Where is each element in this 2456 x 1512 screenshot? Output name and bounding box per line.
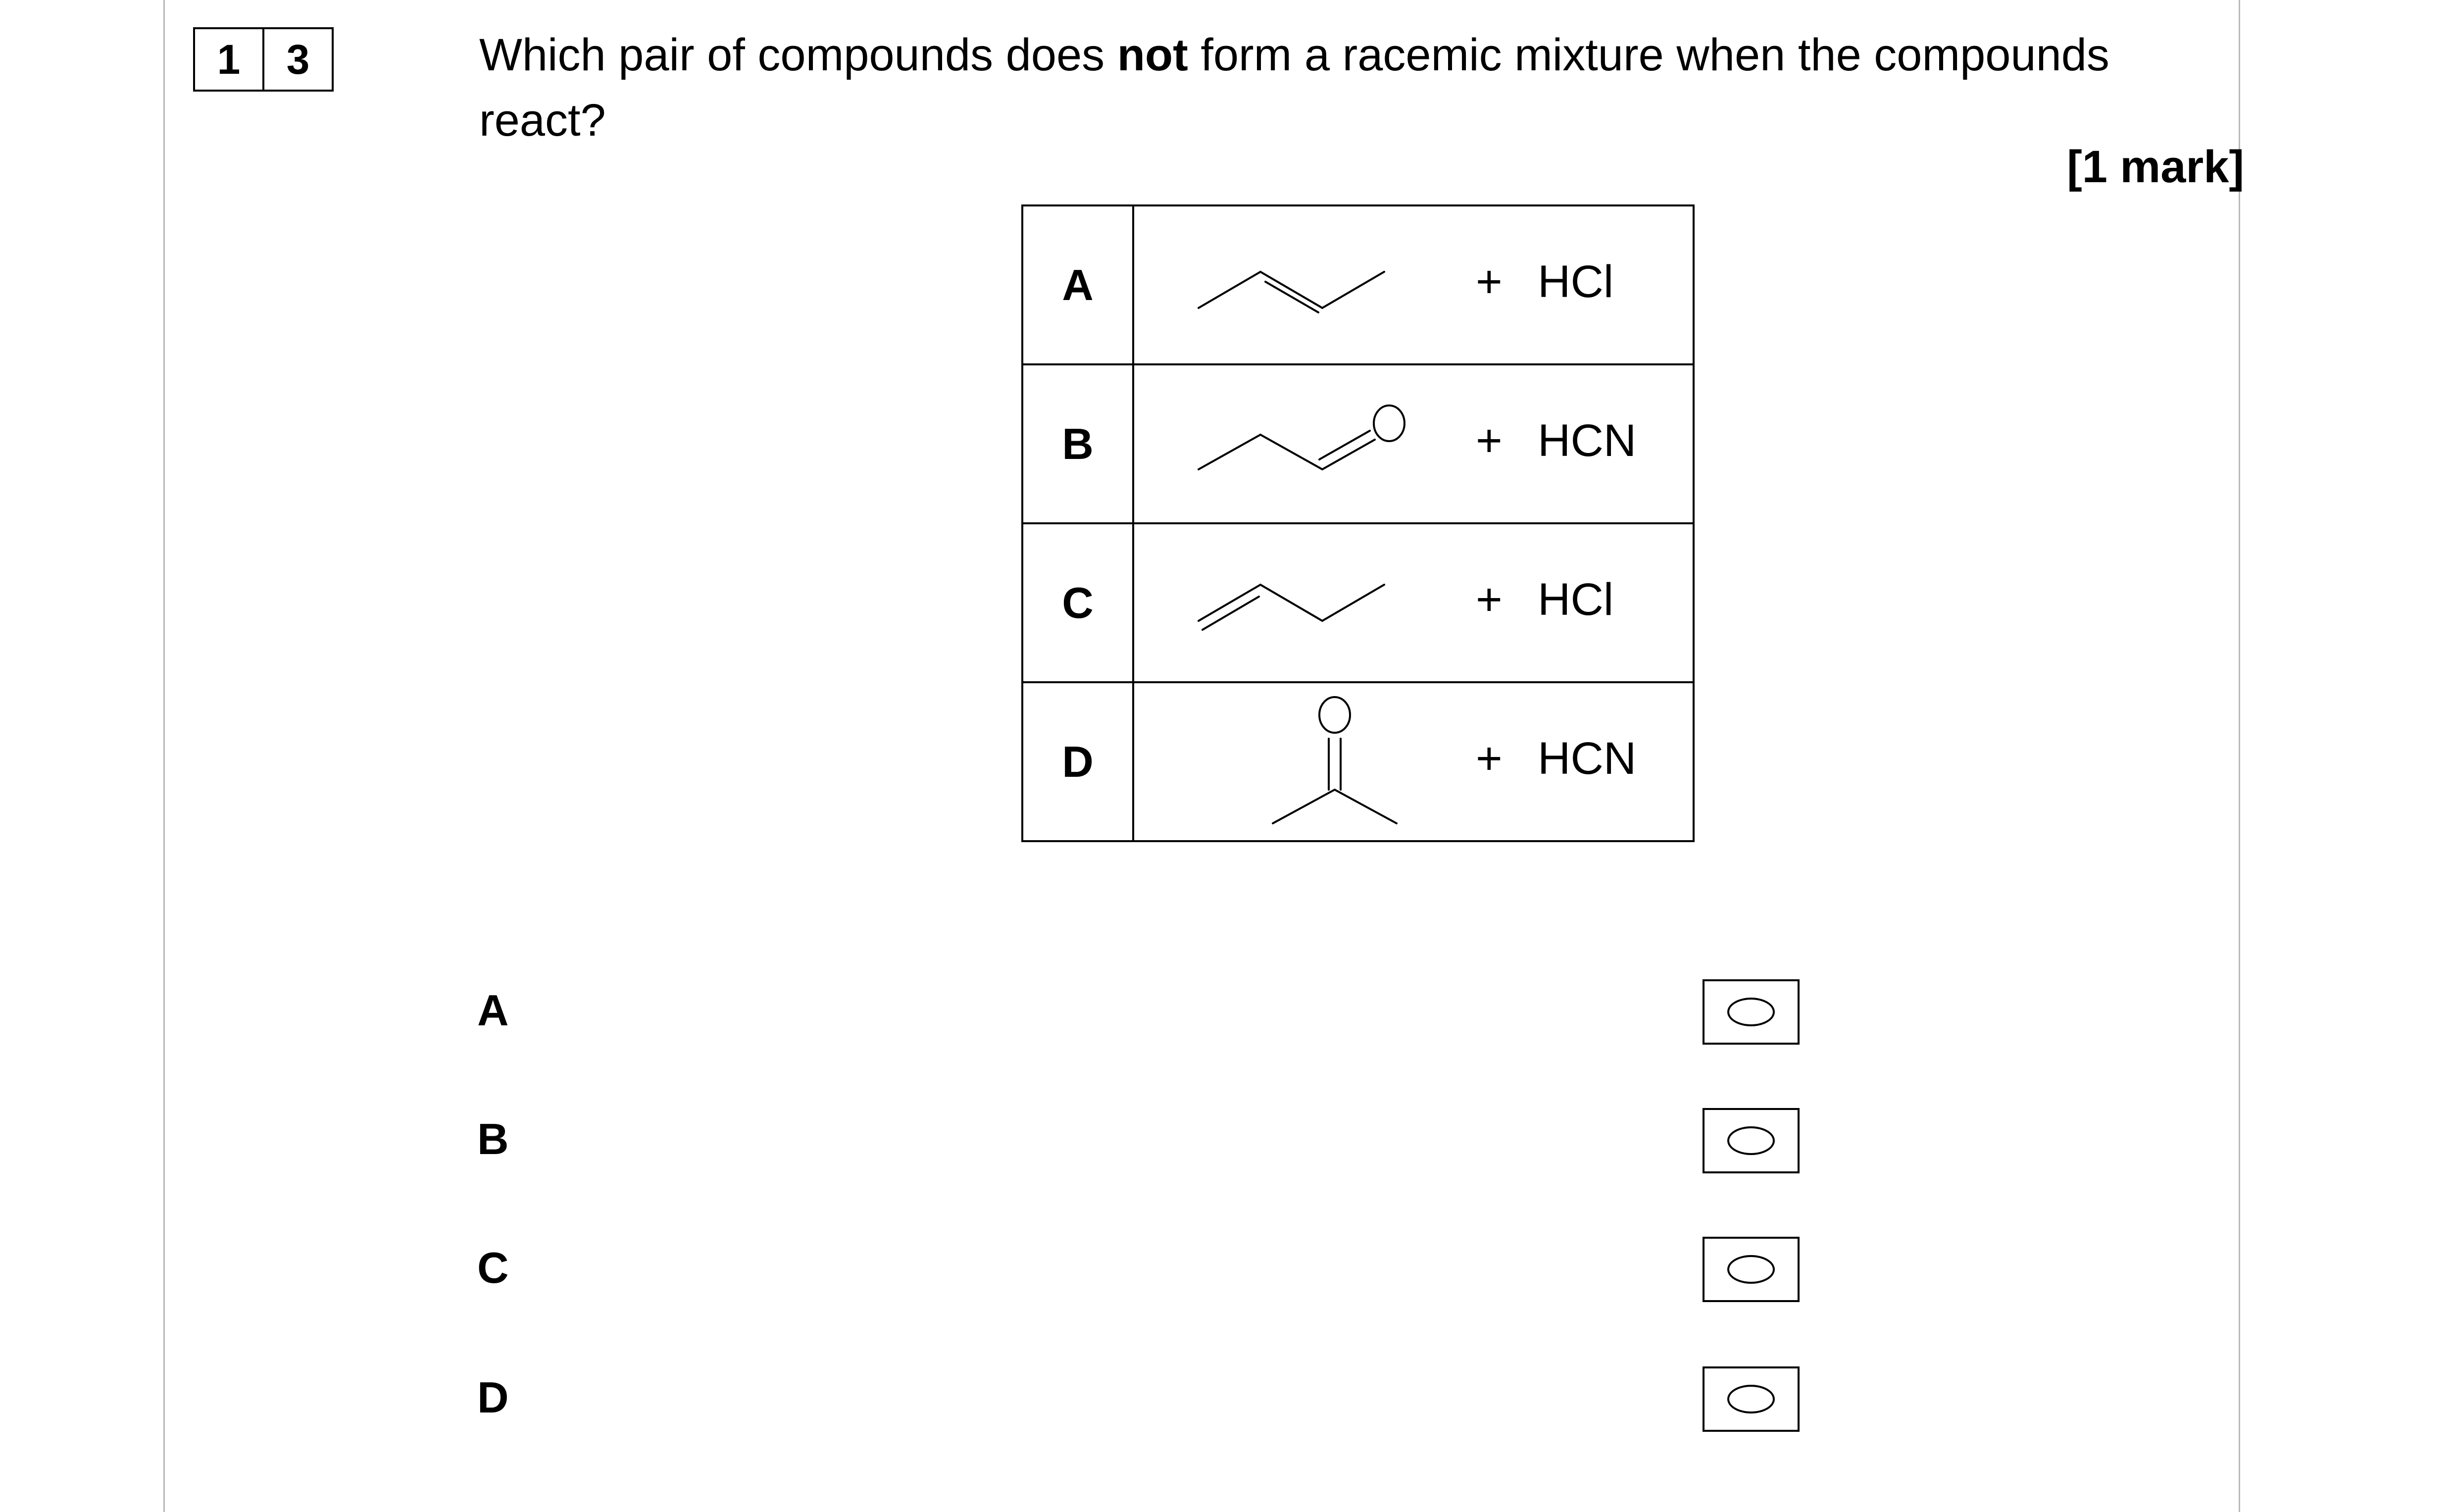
reagent-label: HCl [1538,574,1614,625]
right-margin-line [2239,0,2240,1512]
table-row [1022,364,1694,523]
question-text-emphasis: not [1117,30,1188,80]
table-row [1022,523,1694,682]
reagent-label: HCl [1538,256,1614,307]
answer-bubble-icon[interactable] [1727,998,1775,1026]
answer-bubble-icon[interactable] [1727,1385,1775,1413]
answer-box-c[interactable] [1703,1237,1800,1302]
option-a-label: A [477,986,509,1035]
question-text-start: Which pair of compounds does [479,30,1117,80]
question-number-box [193,27,334,92]
reaction-content [1133,682,1694,841]
reaction-letter: D [1022,682,1133,841]
option-b-label: B [477,1114,509,1163]
option-d-label: D [477,1373,509,1422]
but-1-ene-structure-icon [1174,524,1491,681]
marks-label: [1 mark] [2067,142,2244,192]
propanal-structure-icon [1174,365,1491,522]
table-row [1022,205,1694,364]
reaction-letter: A [1022,205,1133,364]
reaction-content [1133,364,1694,523]
reagent-label: HCN [1538,733,1637,784]
answer-box-a[interactable] [1703,979,1800,1045]
answer-box-b[interactable] [1703,1108,1800,1173]
pent-2-ene-structure-icon [1174,206,1491,363]
plus-sign: + [1476,574,1503,625]
reaction-letter: B [1022,364,1133,523]
plus-sign: + [1476,733,1503,784]
left-margin-line [163,0,165,1512]
reagent-label: HCN [1538,415,1637,466]
plus-sign: + [1476,256,1503,307]
reaction-content [1133,523,1694,682]
reaction-letter: C [1022,523,1133,682]
question-text [479,22,2212,153]
question-number-digit: 1 [217,36,241,83]
propanone-structure-icon [1174,683,1491,840]
option-c-label: C [477,1243,509,1292]
plus-sign: + [1476,415,1503,466]
answer-bubble-icon[interactable] [1727,1255,1775,1284]
answer-box-d[interactable] [1703,1366,1800,1432]
table-row [1022,682,1694,841]
reaction-content [1133,205,1694,364]
reactions-table [1021,204,1695,842]
question-number-digit: 3 [262,29,332,90]
answer-bubble-icon[interactable] [1727,1126,1775,1155]
question-text-end: form a racemic mixture when the compounds react? [479,30,2109,146]
